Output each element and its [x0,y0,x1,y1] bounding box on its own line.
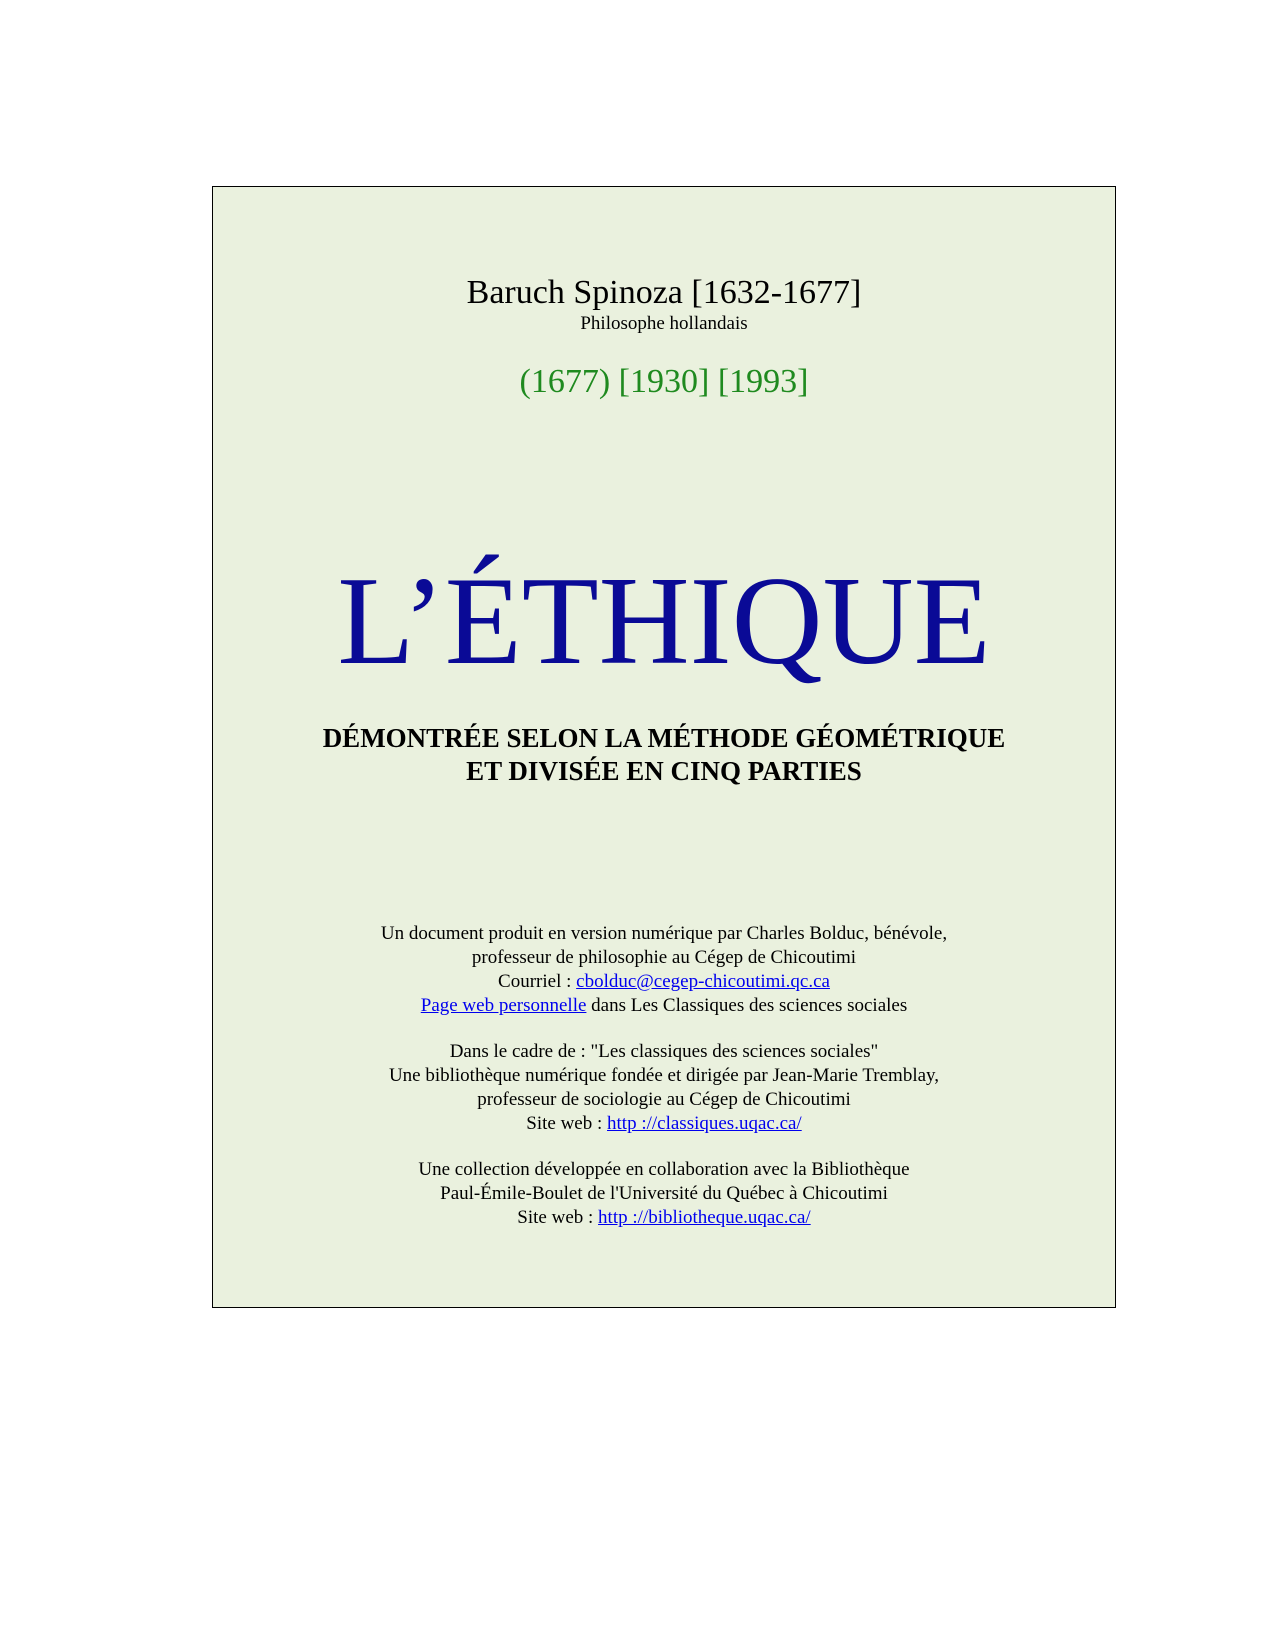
collection-line-3: professeur de sociologie au Cégep de Chicoutimi [477,1089,851,1110]
library-site-line [213,1206,1115,1230]
collection-block [213,1040,1115,1136]
subtitle-line-1: DÉMONTRÉE SELON LA MÉTHODE GÉOMÉTRIQUE [322,723,1006,753]
bibliotheque-site-link[interactable]: http ://bibliotheque.uqac.ca/ [598,1207,811,1228]
email-link[interactable]: cbolduc@cegep-chicoutimi.qc.ca [576,971,830,992]
webpage-suffix: dans Les Classiques des sciences sociales [586,995,908,1016]
collection-site-line [213,1112,1115,1136]
publication-dates: (1677) [1930] [1993] [519,363,809,400]
collection-site-prefix: Site web : [526,1113,608,1134]
subtitle-line-2: ET DIVISÉE EN CINQ PARTIES [466,756,862,786]
webpage-line [213,994,1115,1018]
book-subtitle [213,722,1115,788]
library-site-prefix: Site web : [517,1207,599,1228]
credits-line-2: professeur de philosophie au Cégep de Chicoutimi [471,947,857,968]
classiques-site-link[interactable]: http ://classiques.uqac.ca/ [607,1113,802,1134]
book-title: L’ÉTHIQUE [337,552,991,691]
email-line [213,970,1115,994]
credits-block [213,922,1115,1018]
library-line-2: Paul-Émile-Boulet de l'Université du Québec à Chicoutimi [440,1183,888,1204]
webpage-link[interactable]: Page web personnelle [420,995,587,1016]
email-prefix: Courriel : [498,971,577,992]
library-line-1: Une collection développée en collaboration avec la Bibliothèque [418,1159,910,1180]
library-block [213,1158,1115,1230]
author-description: Philosophe hollandais [580,313,748,334]
credits-line-1: Un document produit en version numérique par Charles Bolduc, bénévole, [380,923,948,944]
collection-line-2: Une bibliothèque numérique fondée et dirigée par Jean-Marie Tremblay, [388,1065,940,1086]
collection-line-1: Dans le cadre de : "Les classiques des sciences sociales" [449,1041,879,1062]
author-name: Baruch Spinoza [1632-1677] [466,274,862,311]
cover-frame [212,186,1116,1308]
